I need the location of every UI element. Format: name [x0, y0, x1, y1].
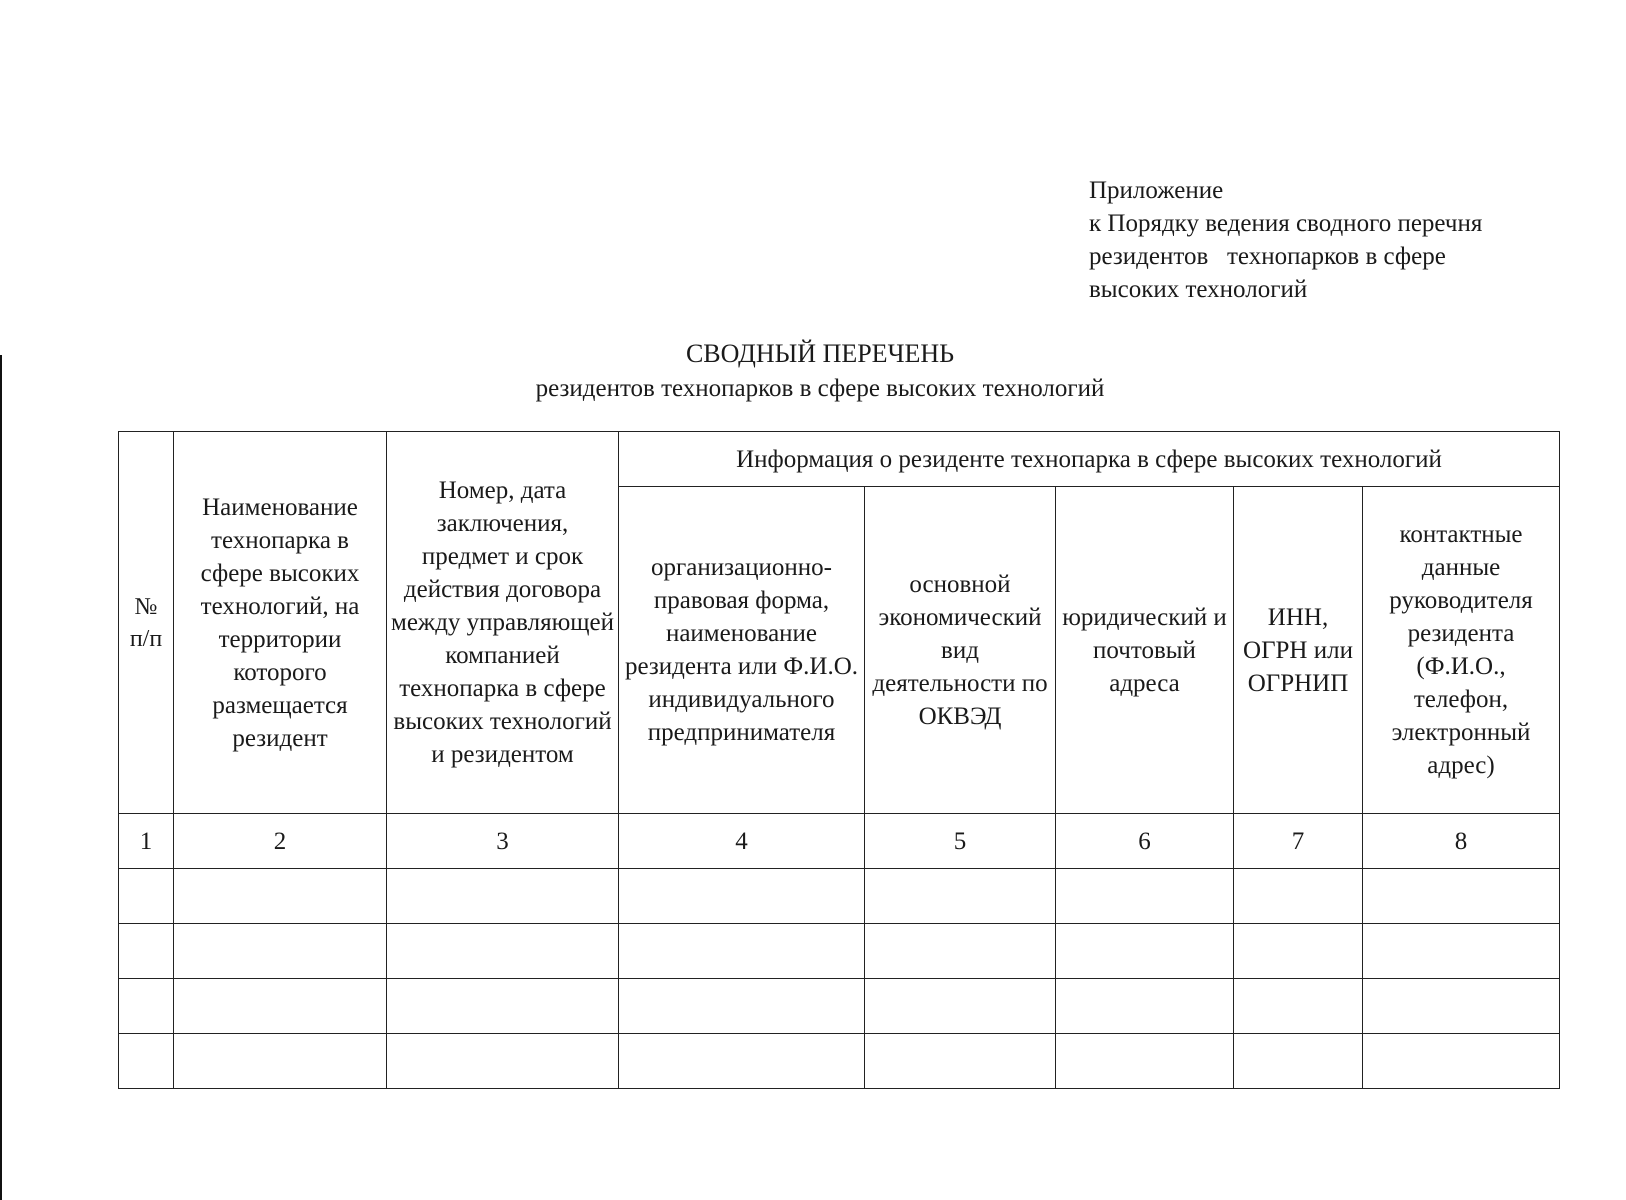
empty-row [119, 979, 1560, 1034]
header-okved: основной экономический вид деятельности по ОКВЭД [865, 487, 1056, 814]
column-number: 1 [119, 814, 174, 869]
empty-cell [865, 979, 1056, 1034]
header-row [119, 432, 1560, 487]
empty-cell [1056, 1034, 1234, 1089]
residents-table [118, 431, 1560, 1089]
header-legal-form: организационно-правовая форма, наименование резидента или Ф.И.О. индивидуального предпринимателя [619, 487, 865, 814]
header-contract: Номер, дата заключения, предмет и срок действия договора между управляющей компанией технопарка в сфере высоких технологий и резидентом [387, 432, 619, 814]
empty-cell [1363, 1034, 1560, 1089]
empty-cell [119, 924, 174, 979]
column-number: 2 [174, 814, 387, 869]
empty-cell [387, 979, 619, 1034]
column-number-row [119, 814, 1560, 869]
empty-cell [1363, 869, 1560, 924]
empty-cell [119, 979, 174, 1034]
empty-cell [865, 869, 1056, 924]
empty-cell [174, 924, 387, 979]
appendix-line: высоких технологий [1089, 276, 1308, 303]
empty-cell [619, 869, 865, 924]
empty-cell [387, 924, 619, 979]
column-number: 6 [1056, 814, 1234, 869]
document-subtitle: резидентов технопарков в сфере высоких технологий [535, 375, 1105, 402]
header-inn-ogrn: ИНН, ОГРН или ОГРНИП [1234, 487, 1363, 814]
empty-cell [119, 869, 174, 924]
empty-row [119, 924, 1560, 979]
empty-cell [119, 1034, 174, 1089]
empty-cell [1234, 1034, 1363, 1089]
column-number: 7 [1234, 814, 1363, 869]
document-title: СВОДНЫЙ ПЕРЕЧЕНЬ [685, 339, 955, 368]
header-num: № п/п [119, 432, 174, 814]
header-technopark: Наименование технопарка в сфере высоких технологий, на территории которого размещается резидент [174, 432, 387, 814]
appendix-line: резидентов технопарков в сфере [1089, 243, 1446, 270]
empty-cell [1056, 869, 1234, 924]
empty-cell [865, 1034, 1056, 1089]
column-number: 4 [619, 814, 865, 869]
empty-row [119, 1034, 1560, 1089]
empty-cell [387, 1034, 619, 1089]
appendix-note [1089, 174, 1482, 306]
column-number: 8 [1363, 814, 1560, 869]
header-resident-info: Информация о резиденте технопарка в сфере высоких технологий [619, 432, 1560, 487]
empty-cell [1363, 979, 1560, 1034]
empty-cell [1056, 979, 1234, 1034]
scan-edge [0, 355, 2, 1200]
column-number: 3 [387, 814, 619, 869]
column-number: 5 [865, 814, 1056, 869]
empty-cell [619, 1034, 865, 1089]
empty-cell [174, 1034, 387, 1089]
empty-cell [1234, 869, 1363, 924]
header-contacts: контактные данные руководителя резидента (Ф.И.О., телефон, электронный адрес) [1363, 487, 1560, 814]
empty-cell [174, 979, 387, 1034]
empty-cell [865, 924, 1056, 979]
empty-cell [619, 979, 865, 1034]
empty-cell [1056, 924, 1234, 979]
empty-cell [1363, 924, 1560, 979]
empty-cell [174, 869, 387, 924]
header-addresses: юридический и почтовый адреса [1056, 487, 1234, 814]
empty-row [119, 869, 1560, 924]
empty-cell [387, 869, 619, 924]
appendix-line: Приложение [1089, 177, 1224, 204]
empty-cell [1234, 979, 1363, 1034]
empty-cell [619, 924, 865, 979]
empty-cell [1234, 924, 1363, 979]
appendix-line: к Порядку ведения сводного перечня [1089, 210, 1483, 237]
